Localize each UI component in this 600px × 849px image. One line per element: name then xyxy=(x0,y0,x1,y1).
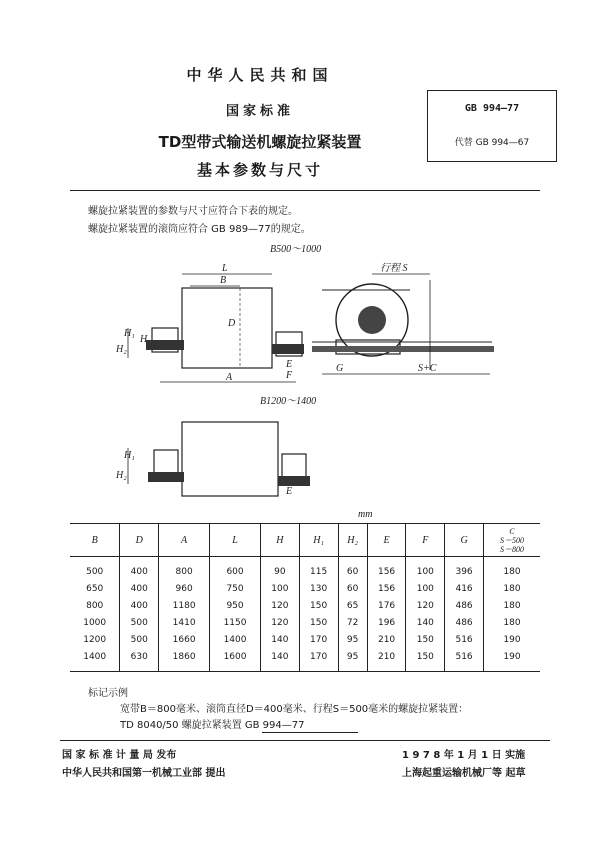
col-h2: H₂ xyxy=(338,524,367,557)
pulley-hub xyxy=(358,306,386,334)
col-c-s800: S＝800 xyxy=(499,544,524,554)
right-base xyxy=(272,344,304,354)
table-cell: 1860 xyxy=(159,648,210,672)
left-base xyxy=(146,340,184,350)
table-cell: 95 xyxy=(338,648,367,672)
col-h1: H₁ xyxy=(299,524,338,557)
table-cell: 180 xyxy=(483,580,540,597)
table-cell: 486 xyxy=(445,614,484,631)
table-cell: 140 xyxy=(261,631,300,648)
table-cell: 750 xyxy=(210,580,261,597)
footer-divider xyxy=(60,740,550,741)
table-cell: 150 xyxy=(406,631,445,648)
table-row xyxy=(70,631,540,648)
label-f: F xyxy=(286,370,293,381)
table-cell: 396 xyxy=(445,557,484,581)
screw-rod xyxy=(312,346,494,352)
col-h: H xyxy=(261,524,300,557)
table-cell: 120 xyxy=(261,614,300,631)
table-row xyxy=(70,580,540,597)
table-cell: 170 xyxy=(299,648,338,672)
intro-line-2: 螺旋拉紧装置的滚筒应符合 GB 989—77的规定。 xyxy=(88,224,311,235)
table-cell: 140 xyxy=(261,648,300,672)
table-cell: 60 xyxy=(338,557,367,581)
figure-b500-1000 xyxy=(100,240,520,410)
drum2-body xyxy=(182,422,278,496)
intro-line-1: 螺旋拉紧装置的参数与尺寸应符合下表的规定。 xyxy=(88,206,298,217)
table-cell: 486 xyxy=(445,597,484,614)
label-h2: H₂ xyxy=(116,344,127,355)
replaces-code: 代替 GB 994—67 xyxy=(454,138,530,148)
table-cell: 176 xyxy=(367,597,406,614)
table-cell: 190 xyxy=(483,648,540,672)
table-cell: 140 xyxy=(406,614,445,631)
table-cell: 630 xyxy=(120,648,159,672)
label-h1-2: H₁ xyxy=(124,450,135,461)
label-h: H xyxy=(140,334,148,345)
col-e: E xyxy=(367,524,406,557)
table-cell: 100 xyxy=(406,557,445,581)
table-cell: 1660 xyxy=(159,631,210,648)
example-line-1: 宽带B＝800毫米、滚筒直径D＝400毫米、行程S＝500毫米的螺旋拉紧装置： xyxy=(120,704,469,715)
table-row xyxy=(70,648,540,672)
col-f: F xyxy=(406,524,445,557)
table-cell: 100 xyxy=(261,580,300,597)
document-title: TD型带式输送机螺旋拉紧装置 xyxy=(158,133,362,151)
table-cell: 1150 xyxy=(210,614,261,631)
col-c xyxy=(483,524,540,557)
table-cell: 170 xyxy=(299,631,338,648)
label-b: B xyxy=(220,275,227,286)
label-stroke: 行程 S xyxy=(380,263,408,274)
table-cell: 1200 xyxy=(83,634,107,645)
fig1-caption: B500～1000 xyxy=(270,244,322,255)
table-cell: 1400 xyxy=(70,648,120,672)
table-cell: 950 xyxy=(210,597,261,614)
table-cell: 180 xyxy=(483,557,540,581)
table-cell: 516 xyxy=(445,648,484,672)
drum-body xyxy=(182,288,272,368)
footer-drafter: 上海起重运输机械厂等 起草 xyxy=(402,768,526,779)
col-a: A xyxy=(159,524,210,557)
table-row xyxy=(70,597,540,614)
label-l: L xyxy=(222,263,228,274)
table-cell: 960 xyxy=(159,580,210,597)
table-cell: 1600 xyxy=(210,648,261,672)
table-cell: 72 xyxy=(338,614,367,631)
table-cell: 150 xyxy=(406,648,445,672)
table-cell: 60 xyxy=(338,580,367,597)
table-cell: 500 xyxy=(120,614,159,631)
example-label: 标记示例 xyxy=(88,688,128,699)
table-cell: 210 xyxy=(367,648,406,672)
table-cell: 500 xyxy=(86,566,104,577)
standard-type: 国家标准 xyxy=(225,104,294,119)
label-e-2: E xyxy=(286,486,293,497)
table-row xyxy=(70,614,540,631)
document-subtitle: 基本参数与尺寸 xyxy=(196,161,323,179)
label-g: G xyxy=(336,363,344,374)
label-h2-2: H₂ xyxy=(116,470,127,481)
example-line-2: TD 8040/50 螺旋拉紧装置 GB 994—77 xyxy=(120,720,305,731)
table-cell: 196 xyxy=(367,614,406,631)
footer-date: 1 9 7 8 年 1 月 1 日 实施 xyxy=(402,750,526,761)
table-cell: 150 xyxy=(299,614,338,631)
table-cell: 1410 xyxy=(159,614,210,631)
table-cell: 500 xyxy=(120,631,159,648)
table-cell: 1000 xyxy=(83,617,107,628)
table-cell: 120 xyxy=(406,597,445,614)
table-header-row xyxy=(70,524,540,557)
table-cell: 120 xyxy=(261,597,300,614)
header-divider xyxy=(70,190,540,191)
col-b: B xyxy=(70,524,120,557)
right-base-2 xyxy=(278,476,310,486)
table-cell: 416 xyxy=(445,580,484,597)
standard-code: GB 994—77 xyxy=(464,103,520,114)
table-cell: 156 xyxy=(367,580,406,597)
label-h1: H₁ xyxy=(124,328,135,339)
table-row xyxy=(70,557,540,581)
left-base-2 xyxy=(148,472,184,482)
table-cell: 90 xyxy=(261,557,300,581)
table-cell: 516 xyxy=(445,631,484,648)
table-cell: 400 xyxy=(120,580,159,597)
label-d: D xyxy=(228,318,236,329)
label-sc: S+C xyxy=(418,363,437,374)
table-cell: 156 xyxy=(367,557,406,581)
table-cell: 130 xyxy=(299,580,338,597)
label-e: E xyxy=(286,359,293,370)
table-cell: 400 xyxy=(120,597,159,614)
col-g: G xyxy=(445,524,484,557)
footer-proposer: 中华人民共和国第一机械工业部 提出 xyxy=(62,768,226,779)
table-cell: 65 xyxy=(338,597,367,614)
table-cell: 800 xyxy=(159,557,210,581)
figure-b1200-1400 xyxy=(100,388,400,512)
col-d: D xyxy=(120,524,159,557)
footer-publisher: 国 家 标 准 计 量 局 发布 xyxy=(62,750,177,761)
table-cell: 95 xyxy=(338,631,367,648)
table-cell: 800 xyxy=(86,600,104,611)
example-underline xyxy=(262,732,358,733)
spec-table xyxy=(70,523,540,672)
col-c-s500: S＝500 xyxy=(499,535,524,545)
issuing-country: 中华人民共和国 xyxy=(186,66,334,84)
table-cell: 100 xyxy=(406,580,445,597)
table-cell: 150 xyxy=(299,597,338,614)
label-a: A xyxy=(226,372,233,383)
table-cell: 180 xyxy=(483,614,540,631)
table-cell: 400 xyxy=(120,557,159,581)
table-cell: 210 xyxy=(367,631,406,648)
col-l: L xyxy=(210,524,261,557)
unit-label: mm xyxy=(358,509,373,520)
standard-code-box xyxy=(427,90,557,162)
table-cell: 190 xyxy=(483,631,540,648)
table-cell: 1180 xyxy=(159,597,210,614)
table-cell: 115 xyxy=(299,557,338,581)
table-cell: 600 xyxy=(210,557,261,581)
fig2-caption: B1200～1400 xyxy=(260,396,317,407)
table-cell: 1400 xyxy=(210,631,261,648)
table-cell: 180 xyxy=(483,597,540,614)
table-cell: 650 xyxy=(86,583,104,594)
col-c-label: C xyxy=(509,526,515,536)
